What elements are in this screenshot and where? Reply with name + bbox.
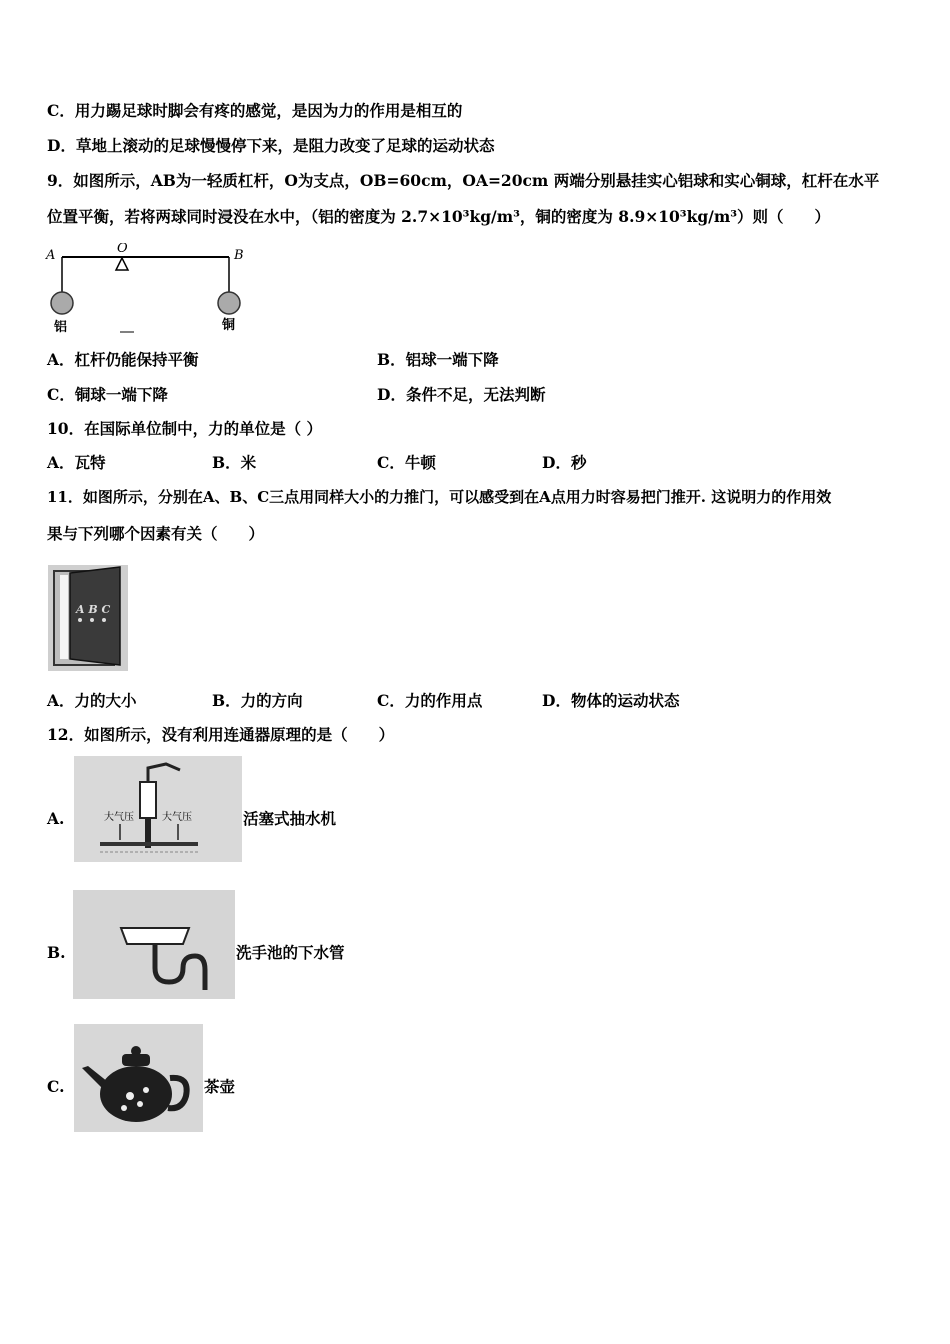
ball-label-right: 铜 — [222, 318, 236, 333]
aluminum-ball — [51, 292, 73, 314]
q9-option-c: C．铜球一端下降 — [47, 385, 168, 404]
point-b — [90, 618, 94, 622]
q8-option-c: C．用力踢足球时脚会有疼的感觉，是因为力的作用是相互的 — [47, 101, 463, 120]
pump-photo-bg — [74, 756, 242, 862]
pressure-label-right: 大气压 — [162, 812, 192, 823]
teapot-knob — [131, 1046, 141, 1056]
door-panel — [70, 567, 120, 665]
ball-label-left: 铝 — [54, 320, 68, 335]
teapot-flower-1 — [126, 1092, 134, 1100]
label-a: A — [46, 248, 56, 263]
q11-stem-line1: 11．如图所示，分别在A、B、C三点用同样大小的力推门，可以感受到在A点用力时容易把门推开. 这说明力的作用效 — [47, 488, 832, 506]
teapot-figure — [74, 1024, 203, 1132]
door-gap — [60, 575, 68, 659]
q10-option-a: A．瓦特 — [47, 453, 106, 472]
q12-option-a-letter: A. — [47, 809, 65, 828]
door-figure — [48, 565, 128, 671]
point-c — [102, 618, 106, 622]
q12-option-c-text: 茶壶 — [204, 1077, 236, 1096]
pump-cylinder — [140, 782, 156, 818]
q10-option-c: C．牛顿 — [377, 453, 436, 472]
q9-option-b: B．铝球一端下降 — [377, 350, 499, 369]
q11-stem-line2: 果与下列哪个因素有关（ ） — [47, 524, 265, 543]
pump-figure — [74, 756, 242, 862]
q8-option-d: D．草地上滚动的足球慢慢停下来，是阻力改变了足球的运动状态 — [47, 136, 495, 155]
q12-option-b-letter: B. — [47, 943, 66, 962]
label-b: B — [234, 248, 244, 263]
q12-option-c-letter: C. — [47, 1077, 65, 1096]
lever-figure — [44, 243, 254, 335]
q12-option-a-text: 活塞式抽水机 — [243, 809, 337, 828]
q11-option-b: B．力的方向 — [212, 691, 303, 710]
sink-figure — [73, 890, 235, 999]
q12-stem: 12．如图所示，没有利用连通器原理的是（ ） — [47, 725, 395, 744]
point-a — [78, 618, 82, 622]
q11-option-c: C．力的作用点 — [377, 691, 483, 710]
pressure-label-left: 大气压 — [104, 812, 134, 823]
teapot-flower-2 — [137, 1101, 143, 1107]
q9-option-d: D．条件不足，无法判断 — [377, 385, 546, 404]
fulcrum-triangle — [116, 258, 128, 270]
door-points-label: A B C — [76, 603, 111, 616]
q10-option-b: B．米 — [212, 453, 257, 472]
q10-option-d: D．秒 — [542, 453, 587, 472]
q11-option-d: D．物体的运动状态 — [542, 691, 680, 710]
q9-stem-line2: 位置平衡，若将两球同时浸没在水中，（铝的密度为 2.7×10³kg/m³，铜的密度为 8.9×10³kg/m³）则（ ） — [47, 207, 831, 226]
q12-option-b-text: 洗手池的下水管 — [236, 943, 345, 962]
q9-stem-line1: 9．如图所示，AB为一轻质杠杆，O为支点，OB=60cm，OA=20cm 两端分别悬挂实心铝球和实心铜球，杠杆在水平 — [47, 171, 880, 190]
q10-stem: 10．在国际单位制中，力的单位是（ ） — [47, 419, 322, 438]
copper-ball — [218, 292, 240, 314]
sink-basin — [121, 928, 189, 944]
ground-line — [100, 842, 198, 846]
q9-option-a: A．杠杆仍能保持平衡 — [47, 350, 199, 369]
teapot-flower-4 — [121, 1105, 127, 1111]
teapot-flower-3 — [143, 1087, 149, 1093]
q11-option-a: A．力的大小 — [47, 691, 137, 710]
teapot-body — [100, 1066, 172, 1122]
label-o: O — [117, 243, 128, 256]
